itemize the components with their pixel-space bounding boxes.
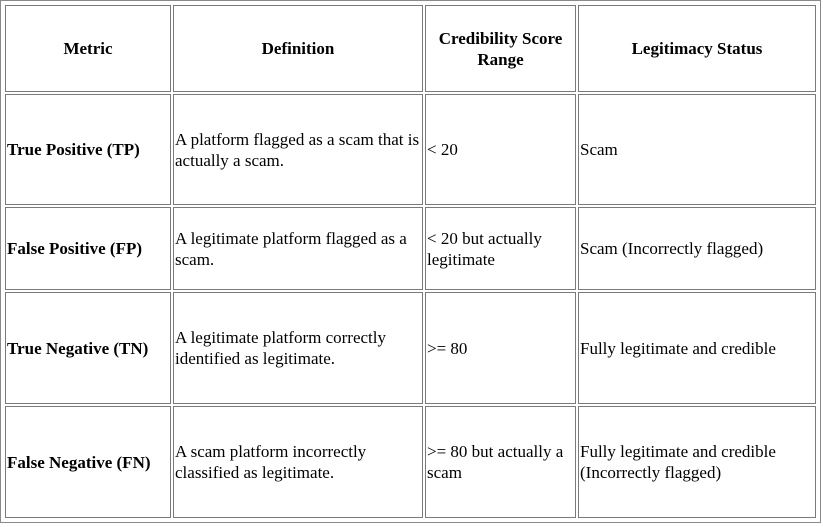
status-cell: Fully legitimate and credible (Incorrectly flagged)	[578, 406, 816, 518]
definition-cell: A platform flagged as a scam that is actually a scam.	[173, 94, 423, 205]
range-cell: < 20	[425, 94, 576, 205]
status-cell: Scam (Incorrectly flagged)	[578, 207, 816, 290]
definition-cell: A legitimate platform flagged as a scam.	[173, 207, 423, 290]
table-row	[5, 292, 816, 404]
table-row	[5, 94, 816, 205]
range-cell: < 20 but actually legitimate	[425, 207, 576, 290]
metric-cell: True Negative (TN)	[5, 292, 171, 404]
status-cell: Fully legitimate and credible	[578, 292, 816, 404]
definition-cell: A legitimate platform correctly identified as legitimate.	[173, 292, 423, 404]
status-cell: Scam	[578, 94, 816, 205]
table-header-row	[5, 5, 816, 92]
definition-cell: A scam platform incorrectly classified as legitimate.	[173, 406, 423, 518]
header-definition: Definition	[173, 5, 423, 92]
header-metric: Metric	[5, 5, 171, 92]
metrics-table	[3, 3, 818, 520]
metric-cell: False Negative (FN)	[5, 406, 171, 518]
table-row	[5, 406, 816, 518]
header-legitimacy-status: Legitimacy Status	[578, 5, 816, 92]
table-row	[5, 207, 816, 290]
metric-cell: False Positive (FP)	[5, 207, 171, 290]
range-cell: >= 80	[425, 292, 576, 404]
header-credibility-score-range: Credibility Score Range	[425, 5, 576, 92]
metric-cell: True Positive (TP)	[5, 94, 171, 205]
range-cell: >= 80 but actually a scam	[425, 406, 576, 518]
